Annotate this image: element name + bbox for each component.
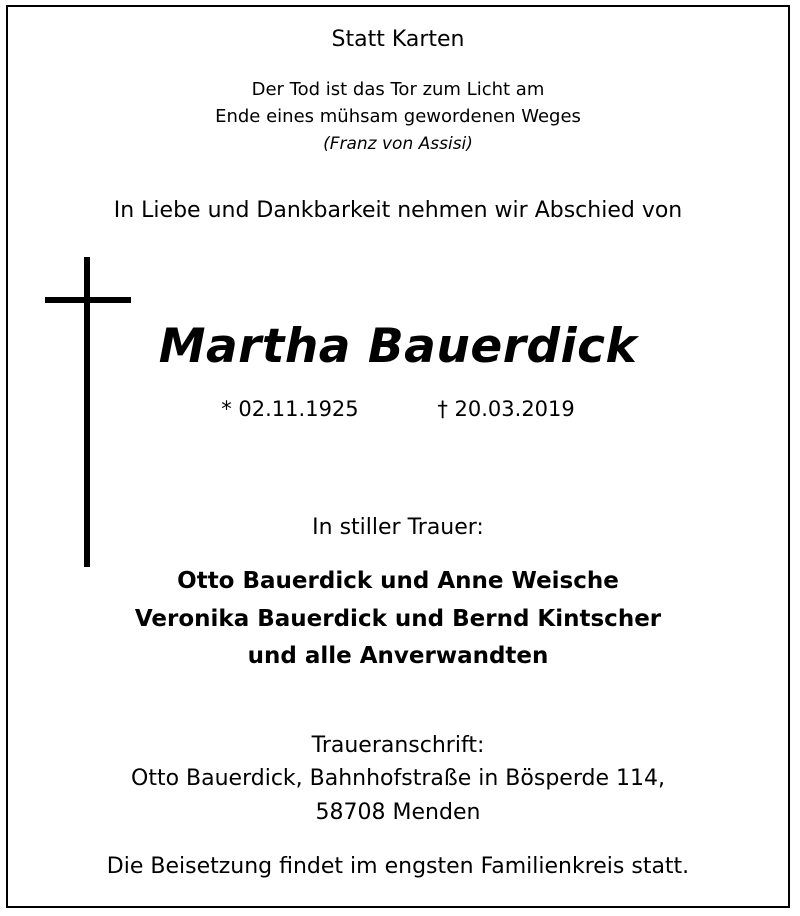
cross-icon-bar (45, 297, 131, 303)
mourning-label: In stiller Trauer: (312, 515, 484, 540)
death-date: † 20.03.2019 (437, 397, 575, 421)
closing-note: Die Beisetzung findet im engsten Familienkreis statt. (106, 854, 690, 879)
address-line-1: Otto Bauerdick, Bahnhofstraße in Bösperde 114, (131, 766, 665, 791)
life-dates (8, 397, 788, 421)
obituary-notice (6, 5, 790, 908)
quote-line-2: Ende eines mühsam gewordenen Weges (215, 106, 581, 127)
address-label: Traueranschrift: (311, 733, 485, 758)
mourner-line: Otto Bauerdick und Anne Weische (177, 568, 619, 594)
birth-date: * 02.11.1925 (221, 397, 359, 421)
notice-header: Statt Karten (331, 27, 465, 52)
address-line-2: 58708 Menden (315, 800, 481, 825)
quote-line-1: Der Tod ist das Tor zum Licht am (251, 79, 545, 100)
deceased-name: Martha Bauerdick (158, 319, 638, 374)
mourner-line: Veronika Bauerdick und Bernd Kintscher (134, 606, 662, 632)
intro-text: In Liebe und Dankbarkeit nehmen wir Abschied von (113, 198, 683, 223)
mourner-line: und alle Anverwandten (247, 643, 549, 669)
quote-author: (Franz von Assisi) (323, 134, 473, 154)
